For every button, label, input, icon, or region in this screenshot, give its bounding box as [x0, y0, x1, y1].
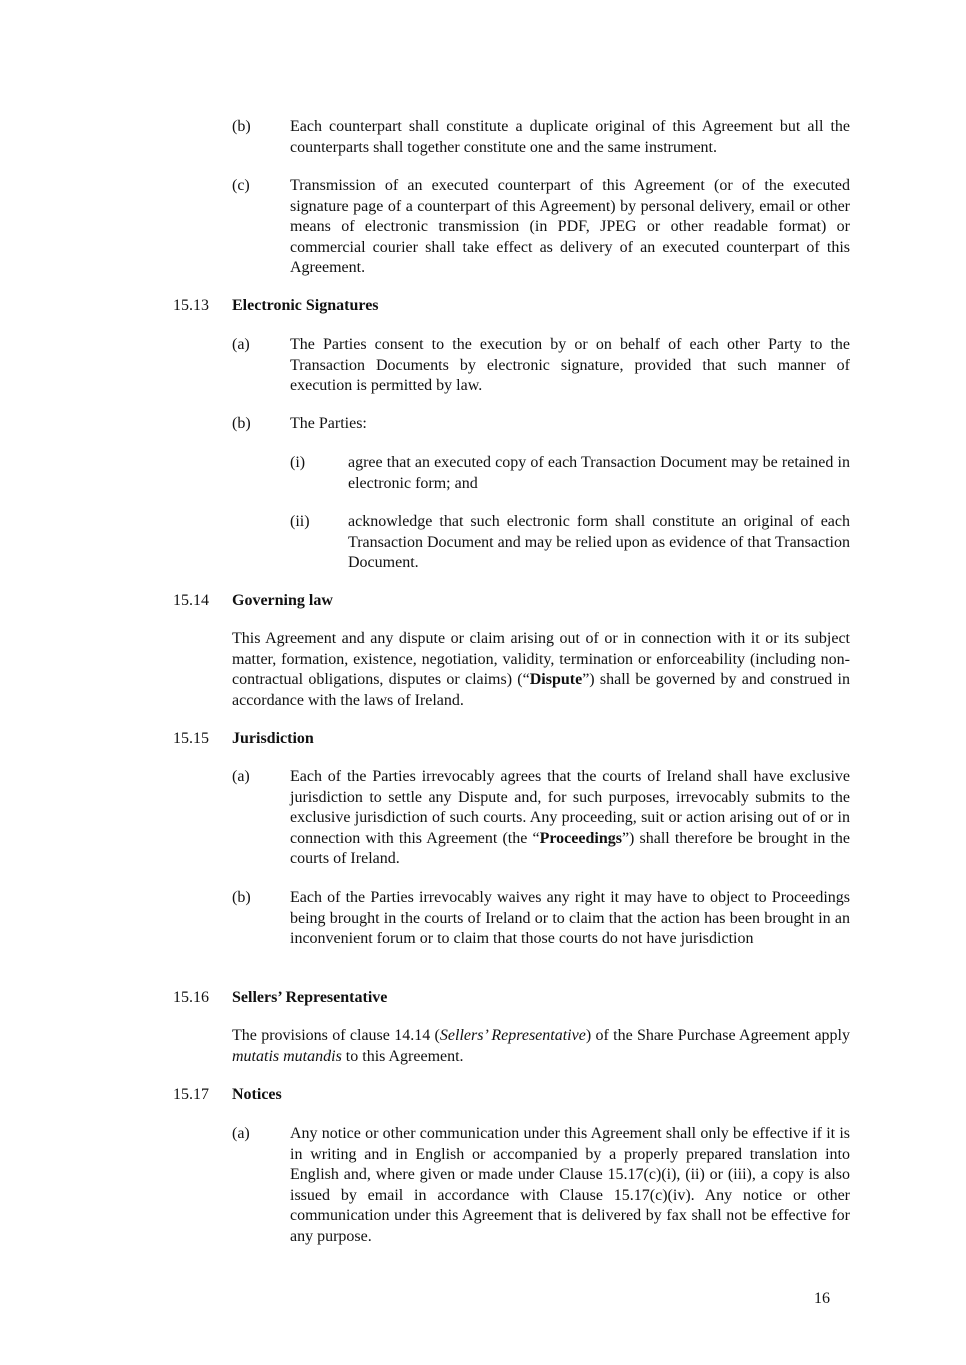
clause-15-13-number: 15.13: [173, 297, 209, 314]
clause-15-14-number: 15.14: [173, 592, 209, 609]
clause-15-13-b-ii-text: acknowledge that such electronic form shall constitute an original of each Transaction Document and may be relied upon as evidence of that Transaction Document.: [348, 513, 850, 571]
clause-15-13-b-label: (b): [232, 415, 251, 432]
defined-term-proceedings: Proceedings: [539, 829, 622, 847]
clause-15-15-a-text-2: ”) shall therefore be brought in the courts of Ireland.: [290, 829, 850, 867]
clause-15-14-heading: Governing law: [232, 592, 333, 609]
clause-15-12-c-text: Transmission of an executed counterpart of this Agreement (or of the executed signature page of a counterpart of this Agreement) by personal delivery, email or other means of electronic transmission (in PDF, JPEG or other readable format) or commercial courier shall take effect as delivery of an executed counterpart of this Agreement.: [290, 177, 850, 276]
clause-15-16-text-3: to this Agreement.: [341, 1047, 464, 1065]
clause-15-15-b-label: (b): [232, 889, 251, 906]
clause-15-12-b-label: (b): [232, 118, 251, 135]
clause-15-15-a-label: (a): [232, 768, 250, 785]
clause-15-14-text-1: This Agreement and any dispute or claim arising out of or in connection with it or its subject matter, formation, existence, negotiation, validity, termination or enforceability (including non-contractual obligations, disputes or claims) (“: [232, 630, 850, 688]
clause-15-16-text: [232, 1026, 850, 1067]
clause-15-14-text-2: ”) shall be governed by and construed in accordance with the laws of Ireland.: [232, 671, 851, 709]
clause-15-16-text-2: ) of the Share Purchase Agreement apply: [585, 1027, 850, 1044]
clause-15-15-a-text: [290, 767, 850, 870]
clause-15-16-italic-2: mutatis mutandis: [232, 1047, 342, 1065]
clause-15-17-a-text: Any notice or other communication under this Agreement shall only be effective if it is in writing and in English or accompanied by a properly prepared translation into English and, where given or made under Clause 15.17(c)(i), (ii) or (iii), a copy is also issued by email in accordance with Clause 15.17(c)(iv). Any notice or other communication under this Agreement that is delivered by fax shall not be effective for any purpose.: [290, 1125, 850, 1245]
clause-15-13-b-ii-label: (ii): [290, 513, 310, 530]
clause-15-13-b-i-label: (i): [290, 454, 306, 471]
defined-term-dispute: Dispute: [529, 671, 583, 688]
clause-15-12-c-label: (c): [232, 177, 250, 194]
clause-15-17-number: 15.17: [173, 1086, 209, 1103]
clause-15-14-text: [232, 629, 850, 711]
clause-15-12-b-text: Each counterpart shall constitute a duplicate original of this Agreement but all the counterparts shall together constitute one and the same instrument.: [290, 118, 850, 156]
clause-15-16-italic-1: Sellers’ Representative: [439, 1027, 586, 1044]
clause-15-13-b-text: The Parties:: [290, 415, 367, 432]
clause-15-13-a-label: (a): [232, 336, 250, 353]
clause-15-15-b-text: Each of the Parties irrevocably waives any right it may have to object to Proceedings being brought in the courts of Ireland or to claim that the action has been brought in an inconvenient forum or to claim that those courts do not have jurisdiction: [290, 889, 850, 947]
clause-15-15-a-text-1: Each of the Parties irrevocably agrees that the courts of Ireland shall have exclusive jurisdiction to settle any Dispute and, for such purposes, irrevocably submits to the exclusive jurisdiction of such courts. Any proceeding, suit or action arising out of or in connection with this Agreement (the “: [290, 768, 850, 847]
clause-15-13-b-i-text: agree that an executed copy of each Transaction Document may be retained in electronic form; and: [348, 454, 850, 492]
clause-15-13-a-text: The Parties consent to the execution by or on behalf of each other Party to the Transaction Documents by electronic signature, provided that such manner of execution is permitted by law.: [290, 336, 850, 394]
clause-15-13-heading: Electronic Signatures: [232, 297, 379, 314]
clause-15-16-number: 15.16: [173, 989, 209, 1006]
clause-15-17-heading: Notices: [232, 1086, 282, 1103]
clause-15-16-heading: Sellers’ Representative: [232, 989, 388, 1006]
clause-15-16-text-1: The provisions of clause 14.14 (: [232, 1027, 440, 1044]
clause-15-17-a-label: (a): [232, 1125, 250, 1142]
page-number: 16: [814, 1290, 830, 1307]
clause-15-15-number: 15.15: [173, 730, 209, 747]
clause-15-15-heading: Jurisdiction: [232, 730, 314, 747]
